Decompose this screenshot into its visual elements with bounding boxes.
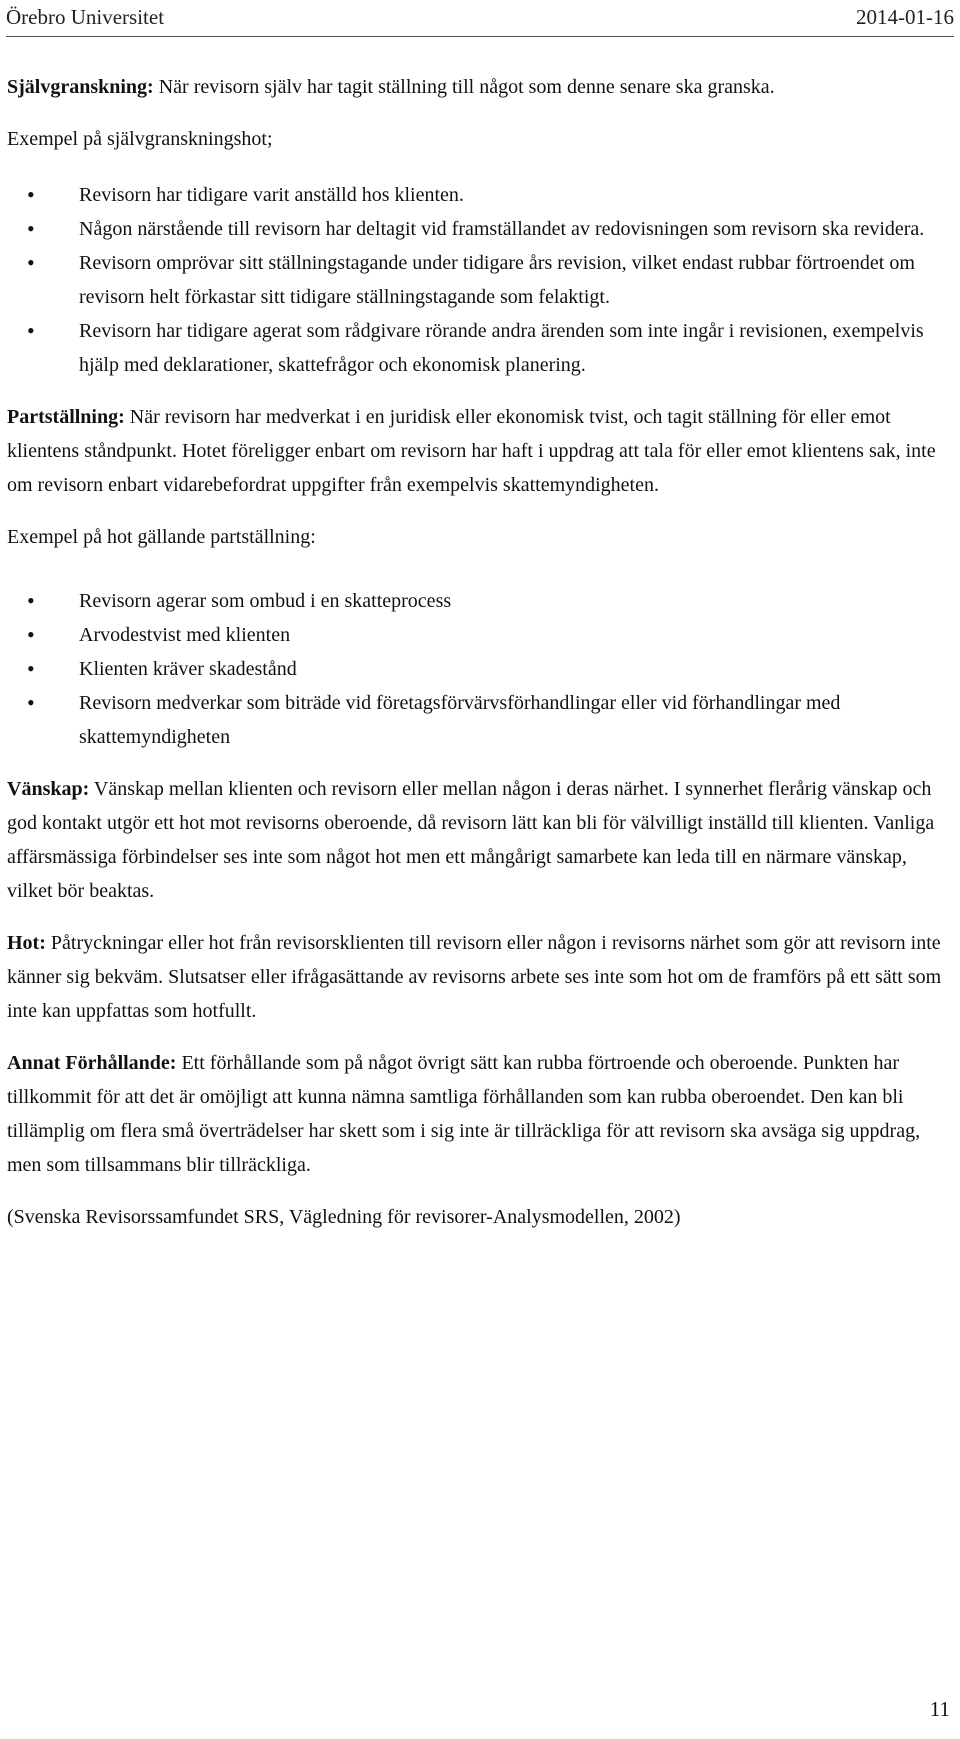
text-sjalvgranskning: När revisorn själv har tagit ställning till något som denne senare ska granska. (153, 76, 775, 98)
header-institution: Örebro Universitet (6, 5, 165, 29)
list-item: • Någon närstående till revisorn har deltagit vid framställandet av redovisningen som revisorn ska revidera. (7, 212, 952, 246)
paragraph-vanskap (7, 772, 952, 908)
source-citation: (Svenska Revisorssamfundet SRS, Vägledning för revisorer-Analysmodellen, 2002) (7, 1206, 681, 1228)
document-body (7, 70, 952, 1234)
list-item: • Revisorn omprövar sitt ställningstagande under tidigare års revision, vilket endast rubbar förtroendet om revisorn helt förkastar sitt tidigare ställningstagande som felaktigt. (7, 246, 952, 314)
part-examples-list (7, 584, 952, 754)
term-partstallning: Partställning: (7, 406, 125, 428)
part-examples-intro: Exempel på hot gällande partställning: (7, 526, 316, 548)
header-date: 2014-01-16 (856, 5, 954, 29)
term-vanskap: Vänskap: (7, 778, 90, 800)
paragraph-sjalvgranskning (7, 70, 952, 104)
sjalv-examples-list (7, 178, 952, 382)
text-vanskap: Vänskap mellan klienten och revisorn eller mellan någon i deras närhet. I synnerhet flerårig vänskap och god kontakt utgör ett hot mot revisorns oberoende, då revisorn lätt kan bli för välvilligt inställd till klienten. Vanliga affärsmässiga förbindelser ses inte som något hot men ett mångårigt samarbete kan leda till en närmare vänskap, vilket bör beaktas. (7, 778, 935, 902)
text-partstallning: När revisorn har medverkat i en juridisk eller ekonomisk tvist, och tagit ställning för eller emot klientens ståndpunkt. Hotet föreligger enbart om revisorn har haft i uppdrag att tala för eller emot klientens sak, inte om revisorn enbart vidarebefordrat uppgifter från exempelvis skattemyndigheten. (7, 406, 936, 496)
page-number: 11 (929, 1697, 950, 1721)
list-item: • Revisorn har tidigare varit anställd hos klienten. (7, 178, 952, 212)
list-item: • Revisorn har tidigare agerat som rådgivare rörande andra ärenden som inte ingår i revisionen, exempelvis hjälp med deklarationer, skattefrågor och ekonomisk planering. (7, 314, 952, 382)
page-header (6, 0, 954, 38)
term-annat: Annat Förhållande: (7, 1052, 177, 1074)
list-item: • Revisorn agerar som ombud i en skatteprocess (7, 584, 952, 618)
header-divider (6, 36, 954, 37)
list-item: • Revisorn medverkar som biträde vid företagsförvärvsförhandlingar eller vid förhandlingar med skattemyndigheten (7, 686, 952, 754)
term-sjalvgranskning: Självgranskning: (7, 76, 154, 98)
list-item: • Arvodestvist med klienten (7, 618, 952, 652)
sjalv-examples-intro: Exempel på självgranskningshot; (7, 128, 273, 150)
term-hot: Hot: (7, 932, 46, 954)
text-hot: Påtryckningar eller hot från revisorsklienten till revisorn eller någon i revisorns närhet som gör att revisorn inte känner sig bekväm. Slutsatser eller ifrågasättande av revisorns arbete ses inte som hot om de framförs på ett sätt som inte kan uppfattas som hotfullt. (7, 932, 942, 1022)
paragraph-partstallning (7, 400, 952, 502)
paragraph-hot (7, 926, 952, 1028)
paragraph-annat (7, 1046, 952, 1182)
list-item: • Klienten kräver skadestånd (7, 652, 952, 686)
text-annat: Ett förhållande som på något övrigt sätt kan rubba förtroende och oberoende. Punkten har tillkommit för att det är omöjligt att kunna nämna samtliga förhållanden som kan rubba oberoendet. Den kan bli tillämplig om flera små överträdelser har skett som i sig inte är tillräckliga för att revisorn ska avsäga sig uppdrag, men som tillsammans blir tillräckliga. (7, 1052, 921, 1176)
